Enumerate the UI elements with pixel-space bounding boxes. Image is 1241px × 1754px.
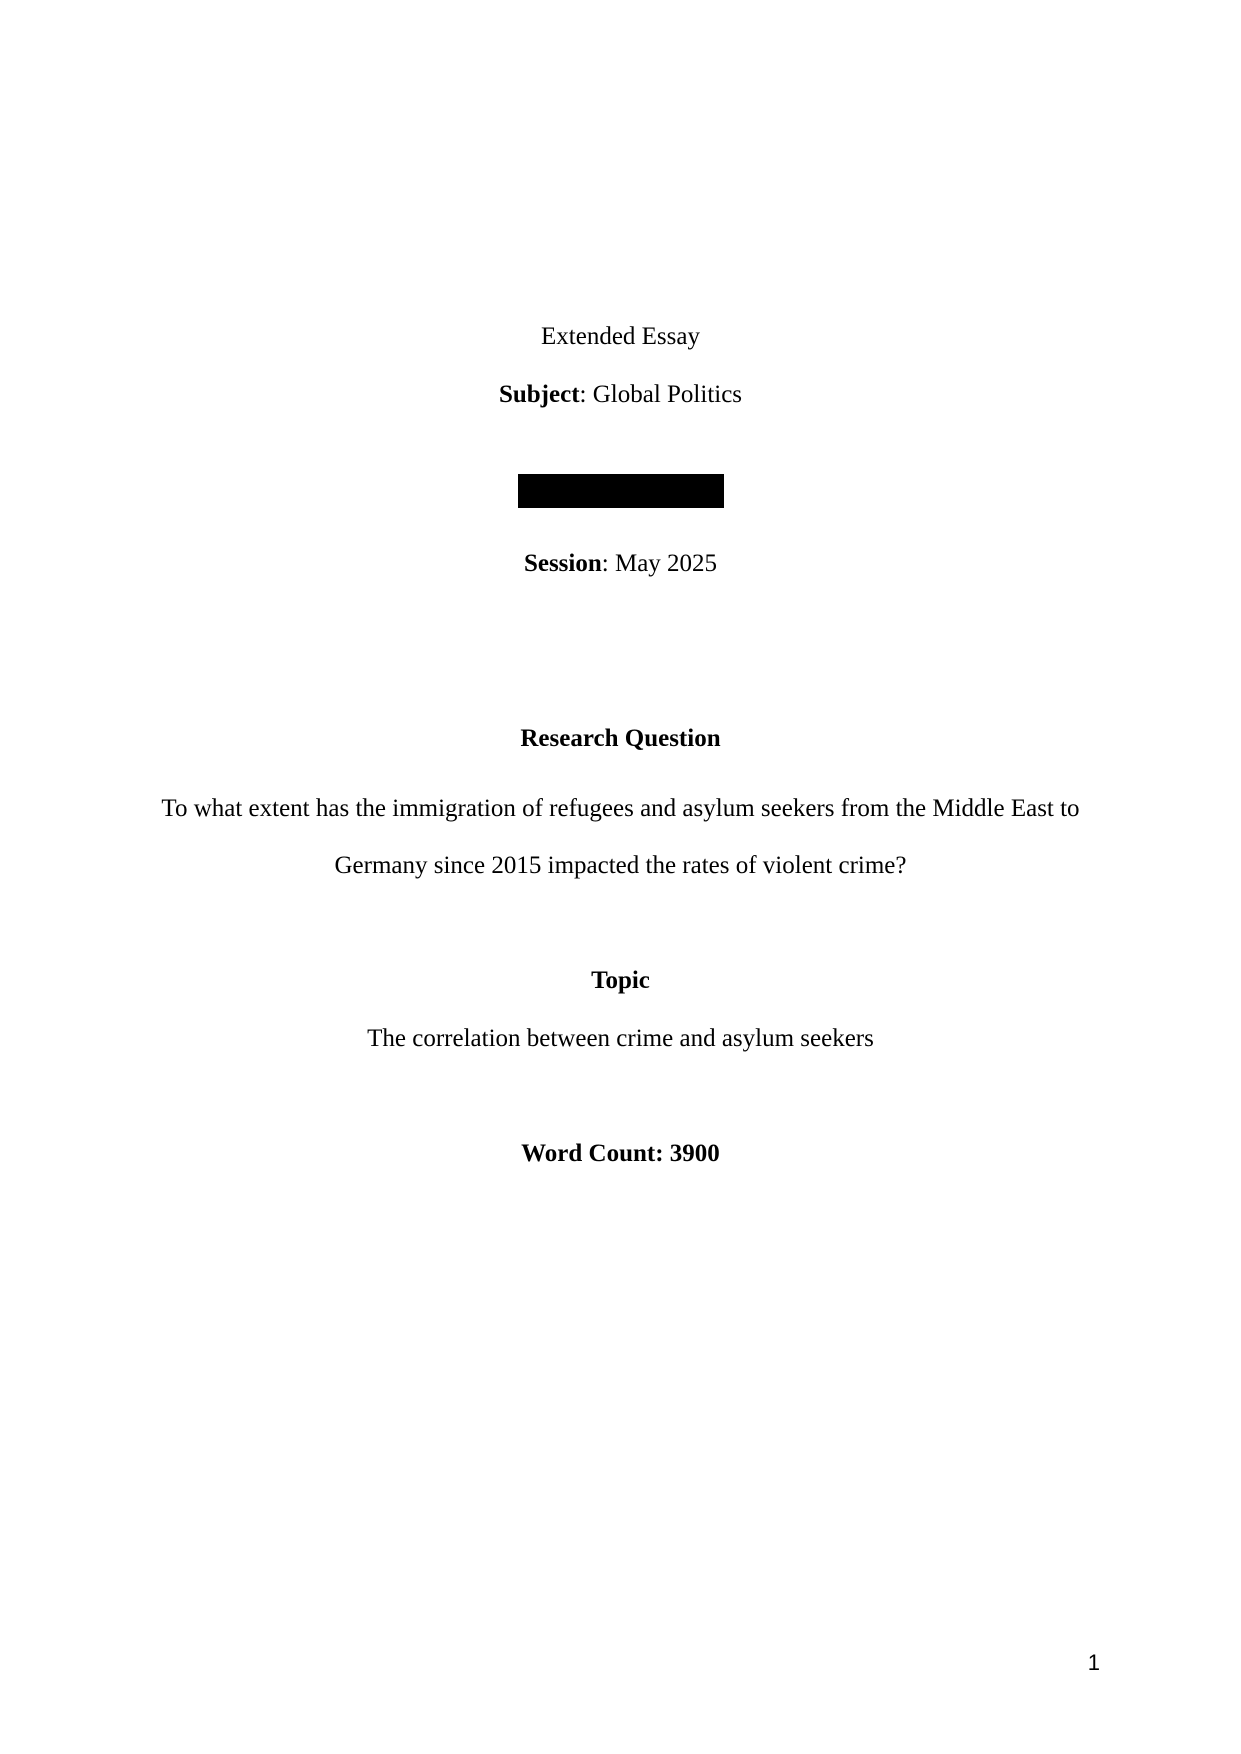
word-count: Word Count: 3900 <box>521 1140 720 1167</box>
subject-label: Subject <box>498 381 580 408</box>
topic-heading: Topic <box>591 967 650 994</box>
research-question-line-1: To what extent has the immigration of refugees and asylum seekers from the Middle East to <box>161 795 1080 822</box>
session-value: : May 2025 <box>601 550 718 577</box>
session-line <box>0 549 1241 579</box>
research-question-line-2: Germany since 2015 impacted the rates of violent crime? <box>334 852 907 879</box>
essay-type-title <box>0 322 1241 352</box>
session-label: Session <box>523 550 602 577</box>
research-question-heading: Research Question <box>520 725 721 752</box>
subject-line <box>0 380 1241 410</box>
essay-type-text: Extended Essay <box>541 323 700 350</box>
redacted-name-block <box>518 474 724 508</box>
subject-value: : Global Politics <box>579 381 743 408</box>
page-number: 1 <box>1087 1650 1100 1675</box>
topic-text: The correlation between crime and asylum seekers <box>367 1025 874 1052</box>
